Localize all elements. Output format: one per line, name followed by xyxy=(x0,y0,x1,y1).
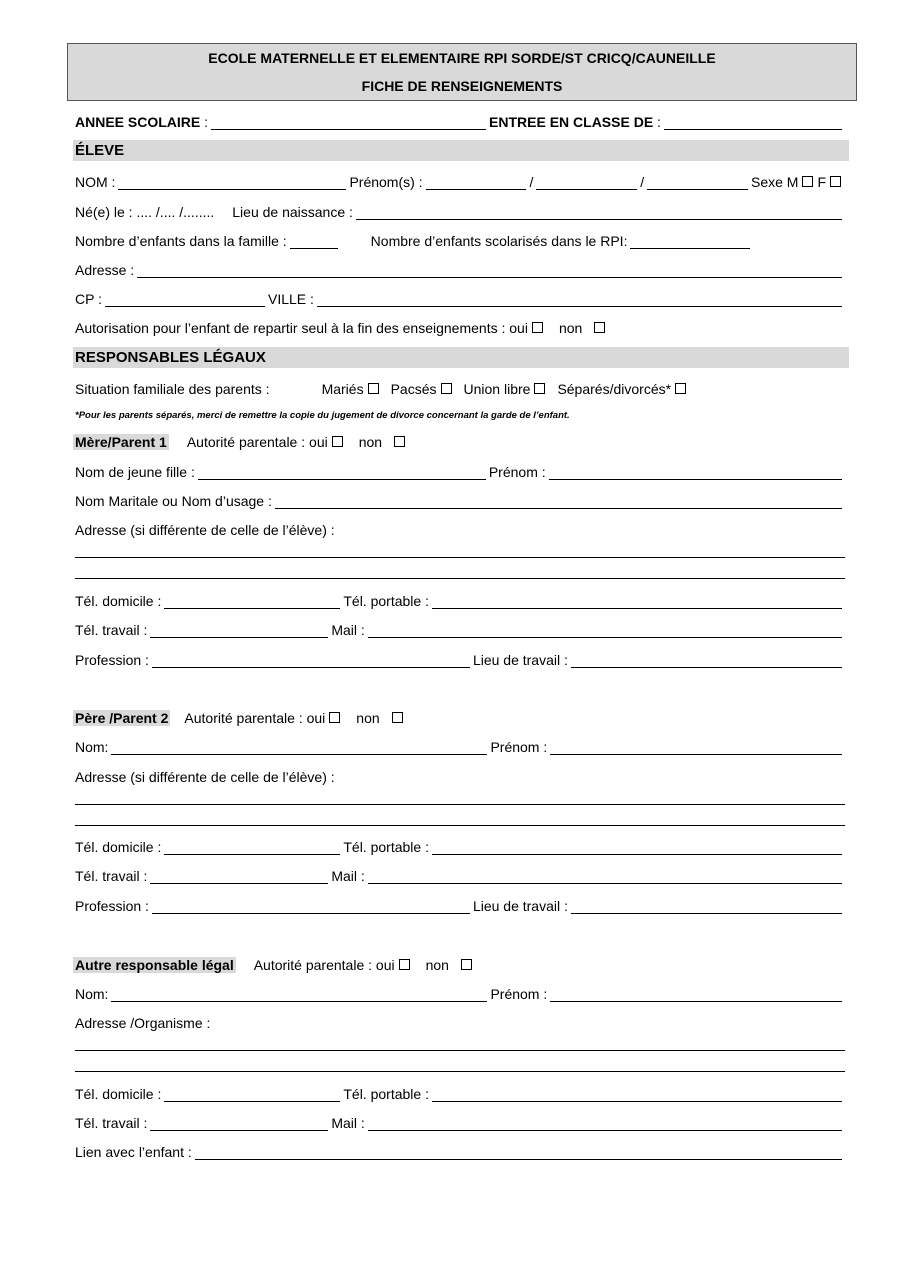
autorite-label: Autorité parentale xyxy=(184,710,295,726)
nb-enfants-field[interactable] xyxy=(290,233,338,249)
pere-adresse-line-2[interactable] xyxy=(75,825,845,826)
mere-nom-marital-row xyxy=(75,489,845,509)
nom-row xyxy=(75,170,845,190)
nom-field[interactable] xyxy=(118,174,346,190)
pere-prenom-label: Prénom : xyxy=(490,739,548,755)
prenom1-field[interactable] xyxy=(426,174,527,190)
autre-prenom-field[interactable] xyxy=(550,986,842,1002)
form-header xyxy=(67,43,857,101)
pere-title: Père /Parent 2 xyxy=(75,710,169,726)
mail-label: Mail : xyxy=(331,1115,365,1131)
nb-scol-label: Nombre d’enfants scolarisés dans le RPI: xyxy=(370,233,628,249)
mere-adresse-line-1[interactable] xyxy=(75,557,845,558)
tel-travail-label: Tél. travail : xyxy=(75,622,148,638)
mere-travail-row xyxy=(75,618,845,638)
slash: / xyxy=(529,174,534,190)
mere-tel-domicile-field[interactable] xyxy=(164,593,340,609)
separes-checkbox[interactable] xyxy=(675,383,686,394)
autorisation-row xyxy=(75,316,845,336)
ville-field[interactable] xyxy=(317,291,842,307)
pere-adresse-line-1[interactable] xyxy=(75,804,845,805)
autre-tel-portable-field[interactable] xyxy=(432,1086,842,1102)
annee-row: ANNEE SCOLAIRE : ENTREE EN CLASSE DE : xyxy=(75,110,845,130)
lieu-naissance-label: Lieu de naissance : xyxy=(232,204,353,220)
autre-adresse-row xyxy=(75,1011,845,1031)
pere-tel-travail-field[interactable] xyxy=(150,868,328,884)
nom-jeune-fille-field[interactable] xyxy=(198,464,486,480)
option-union-libre: Union libre xyxy=(463,381,531,397)
mere-tel-row xyxy=(75,589,845,609)
pere-lieu-travail-field[interactable] xyxy=(571,898,842,914)
ville-label: VILLE : xyxy=(267,291,314,307)
autre-lien-row xyxy=(75,1140,845,1160)
mere-profession-row xyxy=(75,648,845,668)
tel-portable-label: Tél. portable : xyxy=(343,1086,429,1102)
lien-field[interactable] xyxy=(195,1144,842,1160)
pere-prenom-field[interactable] xyxy=(550,739,842,755)
prenom2-field[interactable] xyxy=(536,174,637,190)
mere-tel-travail-field[interactable] xyxy=(150,622,328,638)
mere-lieu-travail-field[interactable] xyxy=(571,652,842,668)
mere-header-row xyxy=(75,430,845,450)
pere-tel-domicile-field[interactable] xyxy=(164,839,340,855)
nom-marital-field[interactable] xyxy=(275,493,842,509)
maries-checkbox[interactable] xyxy=(368,383,379,394)
oui-label: : oui xyxy=(301,434,328,450)
union-libre-checkbox[interactable] xyxy=(534,383,545,394)
autre-header-row xyxy=(75,953,845,973)
prenoms-label: Prénom(s) : xyxy=(349,174,423,190)
pere-header-row xyxy=(75,706,845,726)
nb-scol-field[interactable] xyxy=(630,233,750,249)
sexe-f-label: F xyxy=(817,174,827,190)
tel-portable-label: Tél. portable : xyxy=(343,593,429,609)
nom-label: NOM : xyxy=(75,174,116,190)
lieu-travail-label: Lieu de travail : xyxy=(472,652,568,668)
lieu-travail-label: Lieu de travail : xyxy=(472,898,568,914)
sexe-f-checkbox[interactable] xyxy=(830,176,841,187)
non-label: non xyxy=(356,710,380,726)
mere-adresse-line-2[interactable] xyxy=(75,578,845,579)
situation-row xyxy=(75,377,845,397)
mere-profession-field[interactable] xyxy=(152,652,470,668)
mere-autorite-oui-checkbox[interactable] xyxy=(332,436,343,447)
autre-prenom-label: Prénom : xyxy=(490,986,548,1002)
autorisation-non-checkbox[interactable] xyxy=(594,322,605,333)
date-naissance-field[interactable]: Né(e) le : .... /.... /........ xyxy=(75,204,215,220)
mere-tel-portable-field[interactable] xyxy=(432,593,842,609)
non-label: non xyxy=(425,957,449,973)
mere-adresse-row xyxy=(75,518,845,538)
autre-nom-label: Nom: xyxy=(75,986,109,1002)
adresse-label: Adresse : xyxy=(75,262,135,278)
autorisation-non-label: non xyxy=(558,320,583,336)
oui-label: : oui xyxy=(298,710,326,726)
autre-autorite-oui-checkbox[interactable] xyxy=(399,959,410,970)
mere-nom-row xyxy=(75,460,845,480)
autorisation-label: Autorisation pour l’enfant de repartir seul à la fin des enseignements : oui xyxy=(75,320,528,336)
non-label: non xyxy=(358,434,383,450)
autre-autorite-non-checkbox[interactable] xyxy=(461,959,472,970)
slash: / xyxy=(640,174,645,190)
autre-tel-travail-field[interactable] xyxy=(150,1115,328,1131)
profession-label: Profession : xyxy=(75,652,149,668)
autorisation-oui-checkbox[interactable] xyxy=(532,322,543,333)
pere-autorite-oui-checkbox[interactable] xyxy=(329,712,340,723)
tel-domicile-label: Tél. domicile : xyxy=(75,1086,162,1102)
annee-field[interactable] xyxy=(211,114,486,130)
cp-field[interactable] xyxy=(105,291,265,307)
entree-field[interactable] xyxy=(664,114,842,130)
autre-travail-row xyxy=(75,1111,845,1131)
nom-marital-label: Nom Maritale ou Nom d’usage : xyxy=(75,493,272,509)
mere-prenom-label: Prénom : xyxy=(488,464,546,480)
annee-label: ANNEE SCOLAIRE xyxy=(75,114,201,130)
mere-prenom-field[interactable] xyxy=(549,464,842,480)
option-pacses: Pacsés xyxy=(390,381,437,397)
autre-adresse-line-2[interactable] xyxy=(75,1071,845,1072)
pere-profession-row xyxy=(75,894,845,914)
situation-label: Situation familiale des parents : xyxy=(75,381,270,397)
pere-nom-field[interactable] xyxy=(111,739,487,755)
option-separes: Séparés/divorcés* xyxy=(557,381,672,397)
adresse-row xyxy=(75,258,845,278)
autre-title: Autre responsable légal xyxy=(75,957,234,973)
lien-label: Lien avec l’enfant : xyxy=(75,1144,192,1160)
tel-portable-label: Tél. portable : xyxy=(343,839,429,855)
mere-autorite-non-checkbox[interactable] xyxy=(394,436,405,447)
pere-mail-field[interactable] xyxy=(368,868,842,884)
prenom3-field[interactable] xyxy=(647,174,748,190)
divorce-note: *Pour les parents séparés, merci de remettre la copie du jugement de divorce concernant la garde de l’enfant. xyxy=(75,410,570,421)
lieu-naissance-field[interactable] xyxy=(356,204,842,220)
mail-label: Mail : xyxy=(331,622,365,638)
tel-travail-label: Tél. travail : xyxy=(75,868,148,884)
pere-nom-row xyxy=(75,735,845,755)
oui-label: : oui xyxy=(368,957,395,973)
pere-profession-field[interactable] xyxy=(152,898,470,914)
form-title: FICHE DE RENSEIGNEMENTS xyxy=(361,78,563,94)
profession-label: Profession : xyxy=(75,898,149,914)
pere-nom-label: Nom: xyxy=(75,739,109,755)
autre-adresse-label: Adresse /Organisme : xyxy=(75,1015,211,1031)
pere-autorite-non-checkbox[interactable] xyxy=(392,712,403,723)
section-eleve: ÉLEVE xyxy=(73,140,849,161)
mail-label: Mail : xyxy=(331,868,365,884)
sexe-m-checkbox[interactable] xyxy=(802,176,813,187)
enfants-row xyxy=(75,229,845,249)
nb-enfants-label: Nombre d’enfants dans la famille : xyxy=(75,233,287,249)
cp-row xyxy=(75,287,845,307)
sexe-label: Sexe M xyxy=(750,174,799,190)
mere-title: Mère/Parent 1 xyxy=(75,434,167,450)
entree-label: ENTREE EN CLASSE DE xyxy=(489,114,654,130)
naissance-row xyxy=(75,200,845,220)
tel-domicile-label: Tél. domicile : xyxy=(75,839,162,855)
pacses-checkbox[interactable] xyxy=(441,383,452,394)
autre-adresse-line-1[interactable] xyxy=(75,1050,845,1051)
adresse-field[interactable] xyxy=(137,262,842,278)
autre-nom-field[interactable] xyxy=(111,986,487,1002)
tel-domicile-label: Tél. domicile : xyxy=(75,593,162,609)
section-responsables: RESPONSABLES LÉGAUX xyxy=(73,347,849,368)
mere-mail-field[interactable] xyxy=(368,622,842,638)
autorite-label: Autorité parentale xyxy=(253,957,365,973)
tel-travail-label: Tél. travail : xyxy=(75,1115,148,1131)
cp-label: CP : xyxy=(75,291,102,307)
autre-tel-domicile-field[interactable] xyxy=(164,1086,340,1102)
autorite-label: Autorité parentale xyxy=(186,434,298,450)
autre-nom-row xyxy=(75,982,845,1002)
pere-adresse-row xyxy=(75,765,845,785)
option-maries: Mariés xyxy=(321,381,364,397)
mere-adresse-label: Adresse (si différente de celle de l’élève) : xyxy=(75,522,335,538)
pere-travail-row xyxy=(75,864,845,884)
autre-tel-row xyxy=(75,1082,845,1102)
pere-tel-portable-field[interactable] xyxy=(432,839,842,855)
school-name: ECOLE MATERNELLE ET ELEMENTAIRE RPI SORDE/ST CRICQ/CAUNEILLE xyxy=(208,50,716,66)
pere-adresse-label: Adresse (si différente de celle de l’élève) : xyxy=(75,769,335,785)
autre-mail-field[interactable] xyxy=(368,1115,842,1131)
pere-tel-row xyxy=(75,835,845,855)
nom-jeune-fille-label: Nom de jeune fille : xyxy=(75,464,195,480)
